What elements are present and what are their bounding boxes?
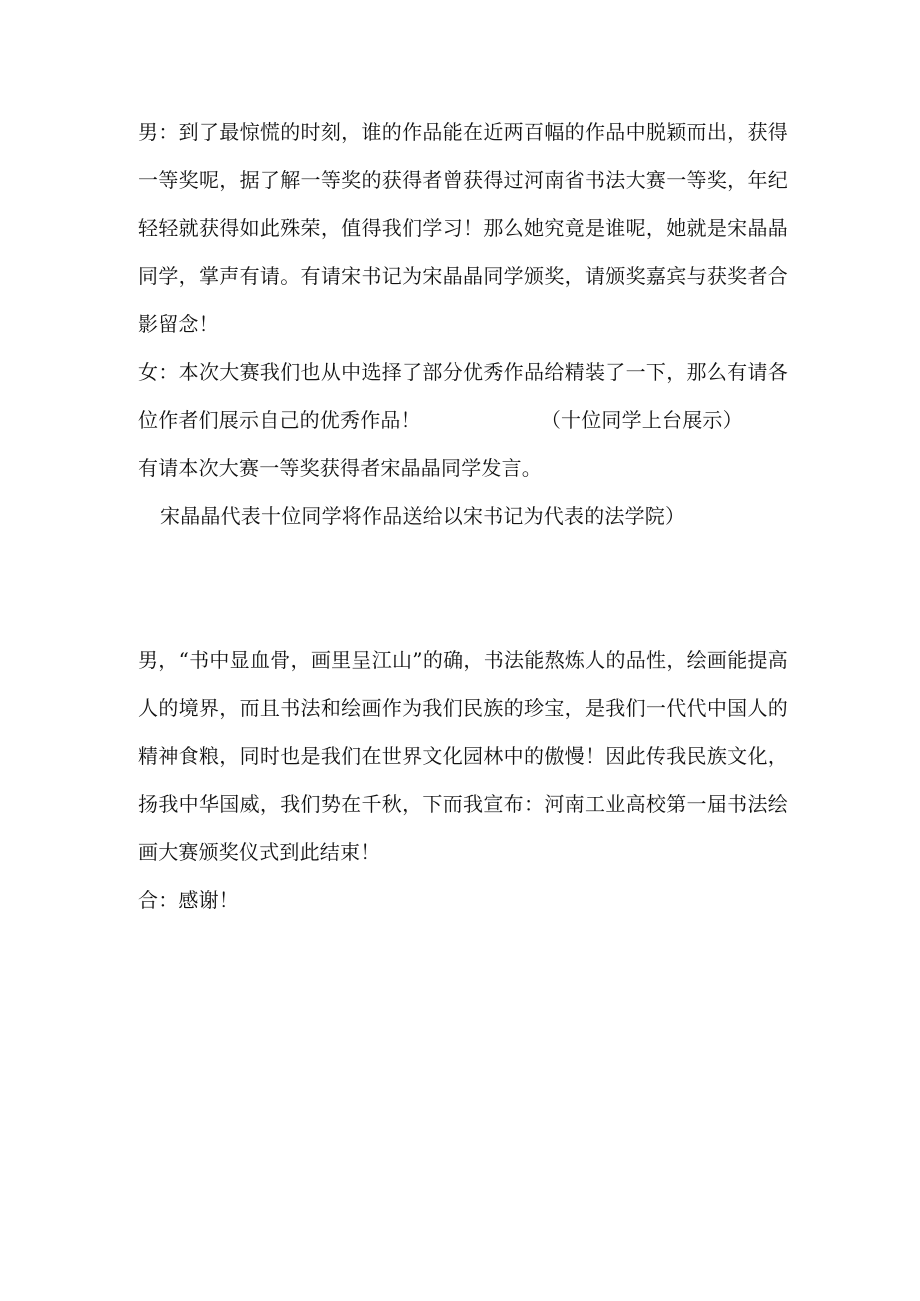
paragraph-stage-direction: 宋晶晶代表十位同学将作品送给以宋书记为代表的法学院） <box>160 504 686 528</box>
paragraph-speech-invitation: 有请本次大赛一等奖获得者宋晶晶同学发言。 <box>138 456 542 480</box>
paragraph-female-text: 女：本次大赛我们也从中选择了部分优秀作品给精装了一下，那么有请各位作者们展示自己的优秀作品！ <box>138 360 788 432</box>
paragraph-female-announcement <box>138 348 788 444</box>
paragraph-male-announcement: 男：到了最惊慌的时刻，谁的作品能在近两百幅的作品中脱颖而出，获得一等奖呢，据了解一等奖的获得者曾获得过河南省书法大赛一等奖，年纪轻轻就获得如此殊荣，值得我们学习！那么她究竟是谁呢，她就是宋晶晶同学，掌声有请。有请宋书记为宋晶晶同学颁奖，请颁奖嘉宾与获奖者合影留念！ <box>138 120 788 336</box>
paragraph-closing-speech: 男，“书中显血骨，画里呈江山”的确，书法能熬炼人的品性，绘画能提高人的境界，而且书法和绘画作为我们民族的珍宝，是我们一代代中国人的精神食粮，同时也是我们在世界文化园林中的傲慢！因此传我民族文化，扬我中华国威，我们势在千秋，下而我宣布：河南工业高校第一届书法绘画大赛颁奖仪式到此结束！ <box>138 648 788 864</box>
paragraph-together-thanks: 合：感谢！ <box>138 888 239 912</box>
stage-direction-note: （十位同学上台展示） <box>540 408 743 432</box>
